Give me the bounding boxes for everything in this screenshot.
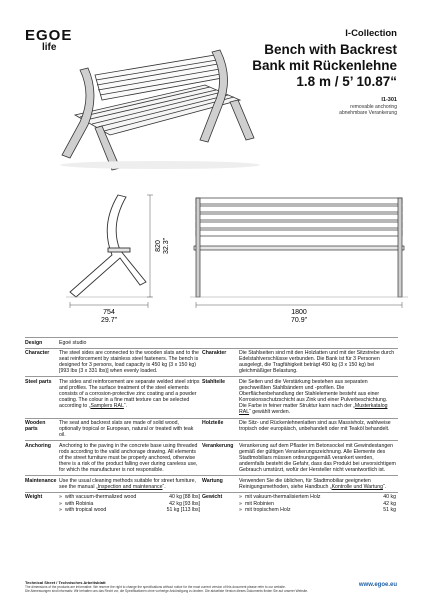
product-code: I1-301 (381, 97, 397, 103)
weight-de-item: » mit tropischem Holz 51 kg (239, 506, 396, 513)
footer-heading: Technical Sheet / Technisches Arbeitsblatt (25, 580, 106, 585)
size-title: 1.8 m / 5’ 10.87“ (296, 74, 397, 89)
footer-line-de: Die Abmessungen sind informativ. Wir behalten uns das Recht vor, die Spezifikationen ohne vorherige Ankündigung zu ändern. Die aktuellste Version dieses Dokuments finden Sie auf unserer Website. (25, 589, 309, 593)
website-link[interactable]: www.egoe.eu (358, 582, 397, 588)
spec-row-character (25, 348, 398, 377)
anchoring-en-text: Anchoring to the paving in the concrete base using threaded rods according to the valid anchorage drawing. All elements of the street furniture must be properly anchored, otherwise there is a risk of the product falling over during careless use, for which the manufacturer is not responsible. (59, 441, 202, 476)
depth-in-label: 29.7” (101, 317, 117, 324)
bench-side-view (66, 195, 153, 308)
footer-line-en: The dimensions of the products are informative. We reserve the right to change the specifications without notice for the most current version of this document please refer to our website. (25, 585, 286, 589)
wood-label-de: Holzteile (202, 418, 239, 441)
anchoring-en: removable anchoring (350, 104, 397, 110)
maintenance-de: Verwenden Sie die üblichen, für Stadtmobiliar geeigneten Reinigungsmethoden, siehe Handbuch „Kontrolle und Wartung“. (239, 476, 398, 493)
maintenance-en: Use the usual cleaning methods suitable for street furniture, see the manual „Inspection and maintenance“. (59, 476, 202, 493)
bench-front-view (190, 198, 408, 308)
length-mm-label: 1800 (291, 309, 307, 316)
weight-en-list (59, 492, 202, 514)
anchoring-label: Anchoring (25, 441, 59, 476)
weight-de-item: » mit vakuum-thermalisiertem Holz 40 kg (239, 494, 396, 501)
spec-row-maintenance (25, 476, 398, 493)
spec-row-anchoring (25, 441, 398, 476)
weight-de-list (239, 492, 398, 514)
spec-row-wood (25, 418, 398, 441)
title-de: Bank mit Rückenlehne (252, 58, 397, 73)
character-en: The steel sides are connected to the wooden slats and to the seat reinforcement by stainless steel fasteners. The bench is designed for 3 persons, load capacity is 450 kg (3 x 150 kg) [993 lbs (3 x 331 lbs)] when evenly loaded. (59, 348, 202, 377)
wood-en: The seat and backrest slats are made of solid wood, optionally tropical or European, natural or treated with teak oil. (59, 418, 202, 441)
title-en: Bench with Backrest (264, 42, 397, 57)
anchoring-de: abnehmbare Verankerung (339, 110, 397, 116)
inspection-maintenance-link[interactable]: Inspection and maintenance (97, 483, 163, 490)
anchoring-label-de: Verankerung (202, 441, 239, 476)
maintenance-label-de: Wartung (202, 476, 239, 493)
musterkatalog-ral-link[interactable]: Musterkatalog RAL (239, 403, 388, 416)
steel-en: The sides and reinforcement are separate welded steel strips and profiles. The surface treatment of the steel elements consists of a corrosion-protective zinc coating and a powder coating. The colour in a fine matt texture can be selected according to „Samplers RAL“. (59, 377, 202, 418)
weight-en-item: » with tropical wood 51 kg [113 lbs] (59, 506, 200, 513)
anchoring-de-text: Verankerung auf dem Pflaster im Betonsockel mit Gewindestangen gemäß der gültigen Verankerungszeichnung. Alle Elemente des Stadtmobiliars müssen ordnungsgemäß verankert werden, andernfalls besteht die Gefahr, dass das Produkt bei unvorsichtigem Gebrauch umstürzt, wofür der Hersteller nicht verantwortlich ist. (239, 441, 398, 476)
design-value: Egoé studio (59, 338, 398, 349)
brand-sub: life (42, 42, 57, 53)
height-mm-label: 820 (155, 240, 162, 252)
brand-logo: EGOE (25, 27, 73, 44)
weight-en-item: » with vacuum-thermalized wood 40 kg [88 lbs] (59, 494, 200, 501)
spec-row-design (25, 338, 398, 349)
character-label-de: Charakter (202, 348, 239, 377)
steel-label: Steel parts (25, 377, 59, 418)
spec-row-weight (25, 492, 398, 514)
length-in-label: 70.9” (291, 317, 307, 324)
design-label: Design (25, 338, 59, 349)
bench-perspective-drawing (60, 50, 260, 170)
weight-label: Weight (25, 492, 59, 514)
weight-label-de: Gewicht (202, 492, 239, 514)
spec-row-steel (25, 377, 398, 418)
weight-de-item: » mit Robinien 42 kg (239, 500, 396, 507)
maintenance-label: Maintenance (25, 476, 59, 493)
character-de: Die Stahlseiten sind mit den Holzlatten und mit der Sitzstrebe durch Edelstahlverschlüsse verbunden. Die Bank ist für 3 Personen ausgelegt, die Tragfähigkeit beträgt 450 kg (3 x 150 kg) bei gleichmäßiger Belastung. (239, 348, 398, 377)
steel-label-de: Stahlteile (202, 377, 239, 418)
weight-en-item: » with Robinia 42 kg [93 lbs] (59, 500, 200, 507)
collection-name: I-Collection (345, 28, 397, 39)
spec-table (25, 337, 398, 515)
samplers-ral-link[interactable]: Samplers RAL (90, 403, 124, 410)
kontrolle-wartung-link[interactable]: Kontrolle und Wartung (331, 483, 384, 490)
wood-de: Die Sitz- und Rückenlehnenlatten sind aus Massivholz, wahlweise tropisch oder europäisch, unbehandelt oder mit Teaköl behandelt. (239, 418, 398, 441)
depth-mm-label: 754 (103, 309, 115, 316)
height-in-label: 32.3” (163, 238, 170, 254)
steel-de: Die Seiten und die Verstärkung bestehen aus separaten geschweißten Stahlbändern und -profilen. Die Oberflächenbehandlung der Stahlelemente besteht aus einer Korrosionsschutzschicht aus Zink und einer Pulverbeschichtung. Die Farbe in feiner matter Struktur kann nach der „Musterkatalog RAL“ gewählt werden. (239, 377, 398, 418)
wood-label: Wooden parts (25, 418, 59, 441)
footer-disclaimer (25, 585, 345, 593)
character-label: Character (25, 348, 59, 377)
